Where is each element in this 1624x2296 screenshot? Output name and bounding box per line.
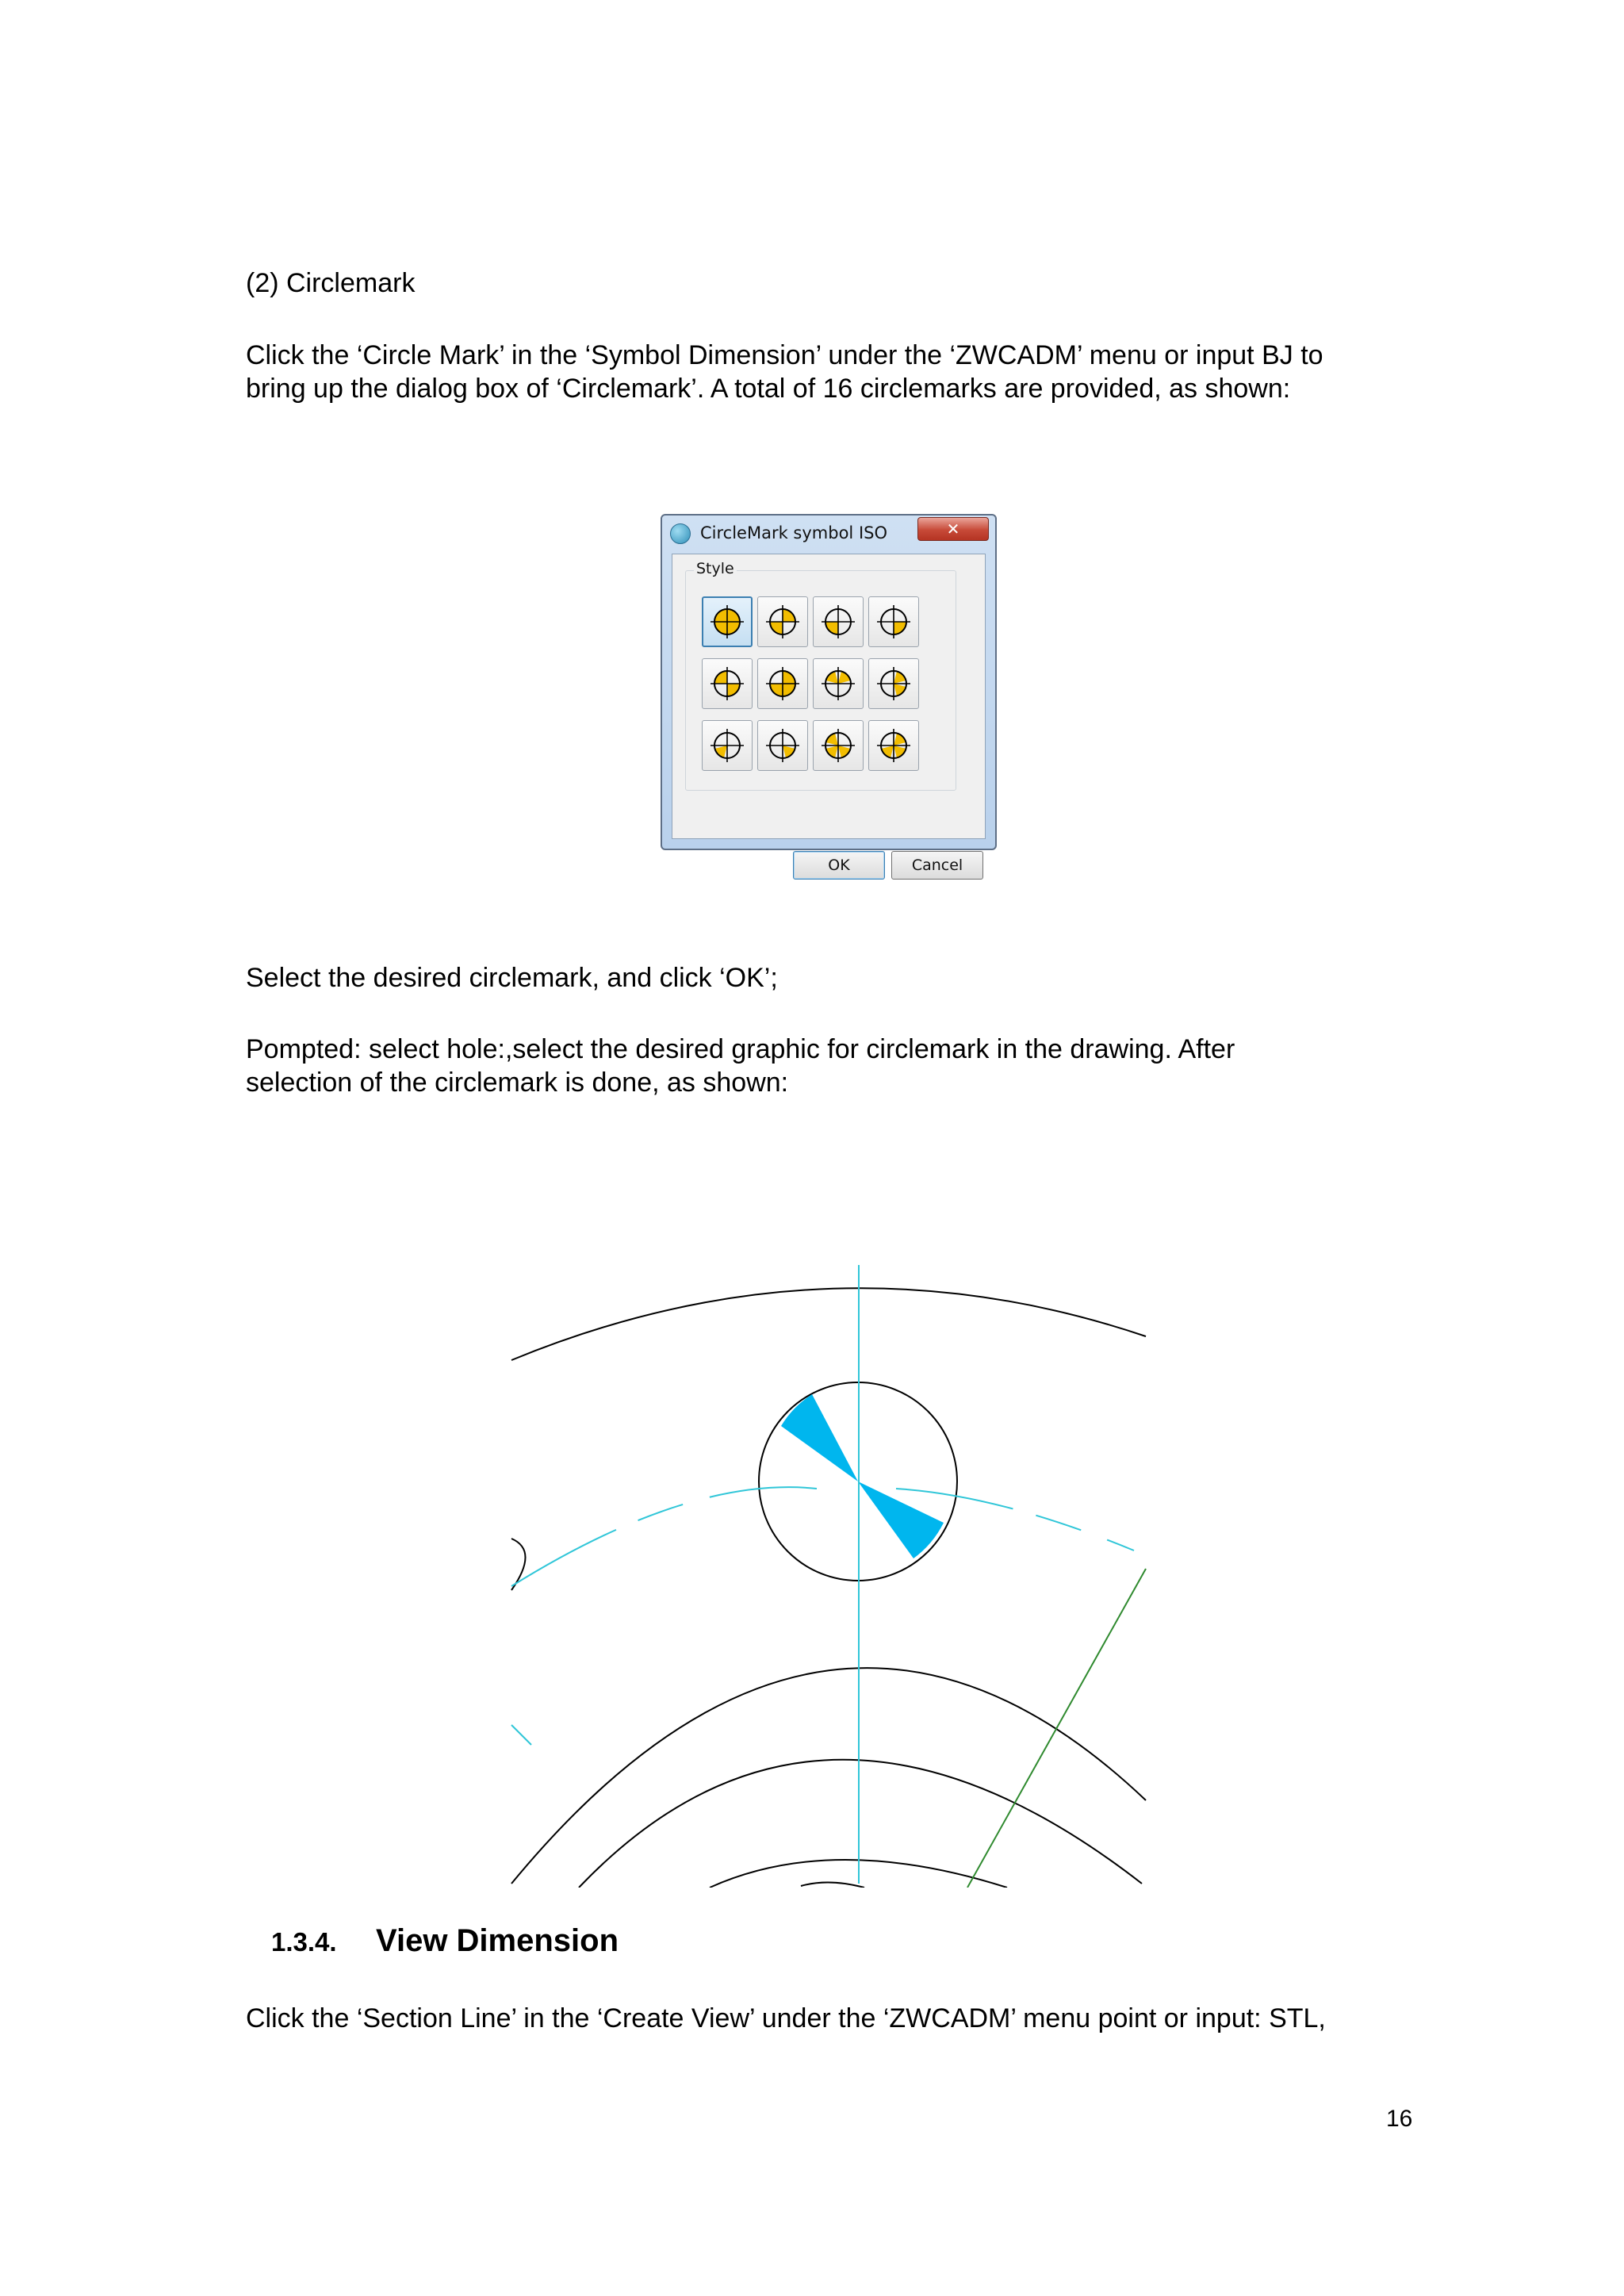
- symbol-grid: [702, 596, 919, 771]
- ok-button[interactable]: OK: [793, 851, 885, 880]
- circlemark-style-button[interactable]: [702, 720, 753, 771]
- bore-arc-outer: [511, 1668, 1146, 1884]
- dialog-titlebar[interactable]: [662, 516, 995, 550]
- dialog-title: CircleMark symbol ISO: [700, 523, 887, 542]
- step-2-line-1: Pompted: select hole:,select the desired graphic for circlemark in the drawing. After: [246, 1034, 1235, 1064]
- circlemark-style-button[interactable]: [868, 720, 919, 771]
- intro-line-1: Click the ‘Circle Mark’ in the ‘Symbol Dimension’ under the ‘ZWCADM’ menu or input BJ to: [246, 340, 1323, 370]
- circlemark-symbol-icon: [708, 726, 746, 765]
- circlemark-symbol-icon: [708, 665, 746, 703]
- bore-arc-small: [801, 1882, 864, 1888]
- circlemark-drawing: [508, 1261, 1150, 1888]
- circlemark-style-button[interactable]: [868, 596, 919, 647]
- outer-arc: [511, 1288, 1146, 1360]
- circlemark-symbol-icon: [875, 726, 913, 765]
- app-icon: [670, 523, 691, 544]
- circlemark-symbol-icon: [708, 603, 746, 641]
- intro-line-2: bring up the dialog box of ‘Circlemark’. A total of 16 circlemarks are provided, as shown:: [246, 374, 1291, 404]
- close-icon: ✕: [946, 519, 960, 539]
- subsection-heading: [271, 1923, 619, 1959]
- step-2-line-2: selection of the circlemark is done, as shown:: [246, 1068, 789, 1098]
- circlemark-symbol-icon: [819, 726, 857, 765]
- circlemark-symbol-icon: [764, 665, 802, 703]
- circlemark-style-button[interactable]: [702, 658, 753, 709]
- step-1-text: Select the desired circlemark, and click ‘OK’;: [246, 963, 778, 993]
- circlemark-dialog: [661, 514, 997, 874]
- circlemark-symbol-icon: [875, 603, 913, 641]
- close-button[interactable]: [917, 517, 989, 541]
- circlemark-style-button[interactable]: [702, 596, 753, 647]
- circlemark-style-button[interactable]: [757, 720, 808, 771]
- circlemark-style-button[interactable]: [813, 596, 864, 647]
- section-heading: (2) Circlemark: [246, 268, 416, 298]
- circlemark-style-button[interactable]: [757, 596, 808, 647]
- circlemark-style-button[interactable]: [813, 720, 864, 771]
- green-construction-line: [967, 1569, 1146, 1888]
- circlemark-symbol-icon: [875, 665, 913, 703]
- circlemark-symbol-icon: [764, 603, 802, 641]
- style-group: [685, 560, 956, 791]
- page-number: 16: [1386, 2106, 1413, 2132]
- pitch-tick: [511, 1725, 531, 1745]
- subsection-number: 1.3.4.: [271, 1927, 337, 1957]
- circlemark-symbol-icon: [819, 603, 857, 641]
- subsection-title: View Dimension: [376, 1923, 619, 1958]
- circlemark-style-button[interactable]: [757, 658, 808, 709]
- cancel-button[interactable]: Cancel: [891, 851, 983, 880]
- circlemark-style-button[interactable]: [868, 658, 919, 709]
- circlemark-symbol-icon: [764, 726, 802, 765]
- dialog-client: [672, 554, 986, 874]
- circlemark-symbol-icon: [819, 665, 857, 703]
- style-group-label: Style: [694, 560, 737, 577]
- bore-arc-middle: [579, 1760, 1142, 1888]
- body-line: Click the ‘Section Line’ in the ‘Create View’ under the ‘ZWCADM’ menu point or input: STL,: [246, 2003, 1326, 2033]
- circlemark-style-button[interactable]: [813, 658, 864, 709]
